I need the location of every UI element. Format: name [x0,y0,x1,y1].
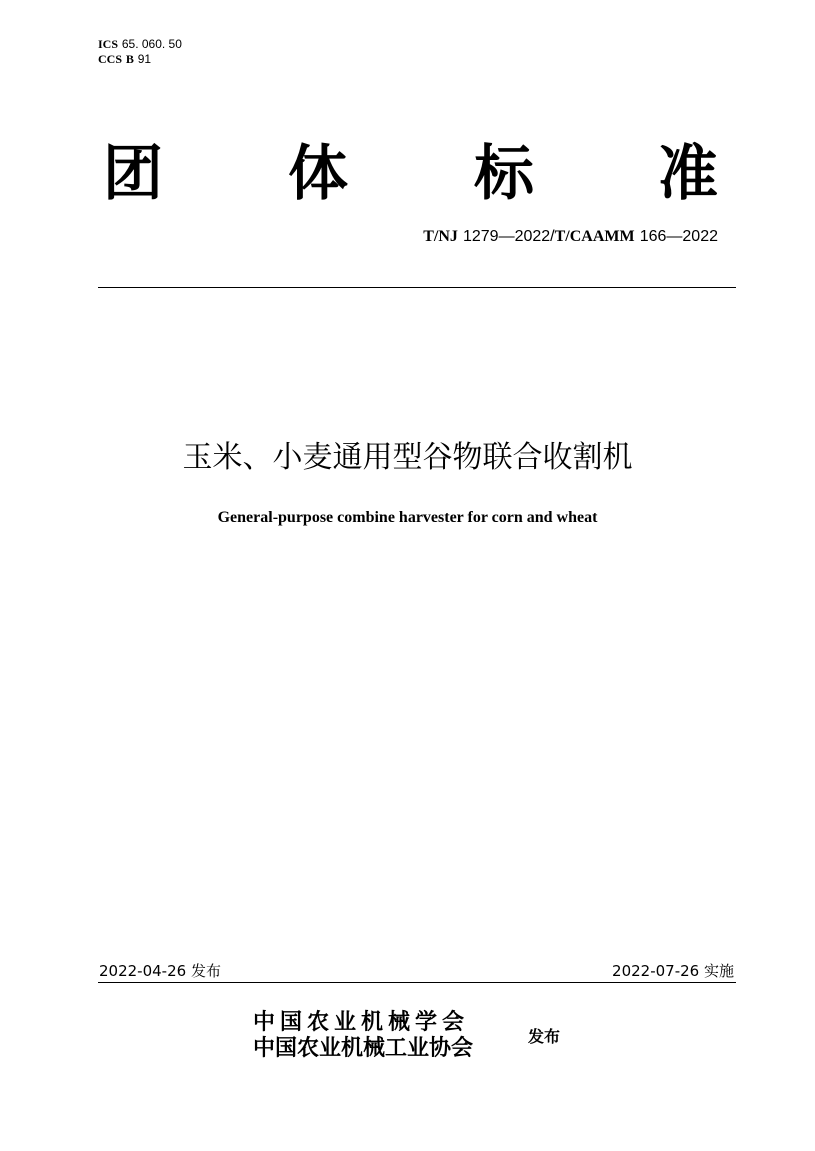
ccs-number: 91 [137,52,152,66]
standard-prefix-1: T/NJ [423,228,458,245]
title-chinese: 玉米、小麦通用型谷物联合收割机 [182,440,633,475]
issue-date: 2022-04-26 发布 [99,962,221,980]
ics-line [98,37,182,52]
publish-label: 发布 [528,1027,561,1046]
standard-number-1: 1279—2022/ [462,228,555,245]
issuer-2: 中国农业机械工业协会 [253,1036,474,1061]
ccs-value: B [125,52,134,66]
ccs-line [98,52,182,67]
doc-type-char-2: 体 [288,139,348,209]
footer-divider [98,982,736,983]
issuer-1: 中国农业机械学会 [253,1010,470,1035]
doc-type-char-3: 标 [474,139,534,209]
implement-date: 2022-07-26 实施 [612,962,734,980]
doc-type-char-4: 准 [658,139,718,209]
classification-codes [98,37,182,67]
title-english: General-purpose combine harvester for corn and wheat [217,509,598,526]
ccs-label: CCS [98,52,123,66]
ics-label: ICS [98,37,119,51]
standard-number-2: 166—2022 [639,228,718,245]
header-divider [98,287,736,288]
standard-number [423,226,718,247]
standard-prefix-2: T/CAAMM [554,228,635,245]
doc-type-char-1: 团 [103,139,163,209]
issuing-organizations [253,1010,473,1062]
ics-value: 65. 060. 50 [121,37,182,51]
